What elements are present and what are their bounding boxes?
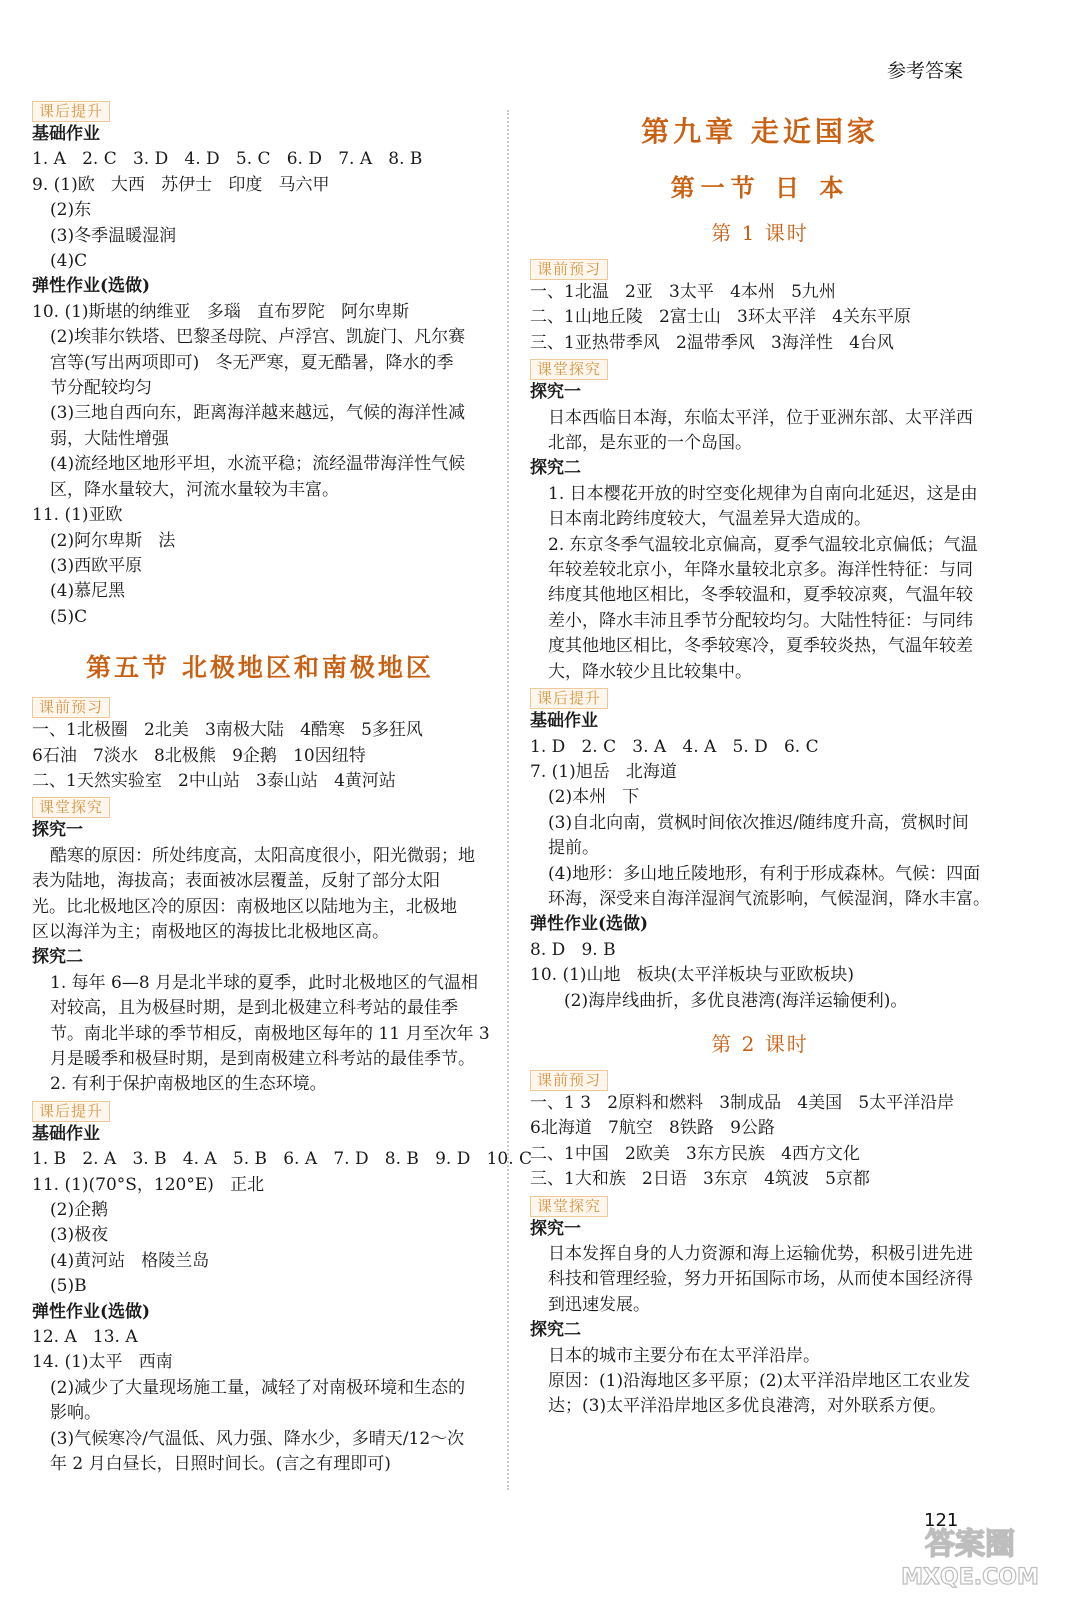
answer-line: 日本的城市主要分布在太平洋沿岸。	[548, 1345, 820, 1366]
chapter-title: 第九章 走近国家	[641, 115, 879, 148]
right-column	[530, 98, 990, 1420]
section-tag: 课后提升	[32, 101, 110, 122]
page-number: 121	[924, 1510, 959, 1531]
answer-line: (2)本州 下	[548, 787, 640, 808]
answer-line: 8. D 9. B	[530, 939, 616, 960]
answer-line: 二、1山地丘陵 2富士山 3环太平洋 4关东平原	[530, 307, 911, 328]
answer-line: 大，降水较少且比较集中。	[548, 661, 752, 682]
answer-line: 差小，降水丰沛且季节分配较均匀。大陆性特征：与同纬	[548, 610, 973, 631]
subheading: 基础作业	[32, 124, 100, 144]
answer-line: 节分配较均匀	[50, 378, 152, 399]
section-tag-row	[530, 356, 990, 380]
answer-line: 宫等(写出两项即可) 冬无严寒，夏无酷暑，降水的季	[50, 352, 454, 373]
answer-line: (4)慕尼黑	[50, 581, 126, 602]
answer-line: (2)东	[50, 200, 92, 221]
section-tag-row	[32, 794, 488, 818]
answer-line: 三、1大和族 2日语 3东京 4筑波 5京都	[530, 1169, 870, 1190]
answer-line: (5)B	[50, 1276, 87, 1297]
answer-line: 年较差较北京小，年降水量较北京多。海洋性特征：与同	[548, 560, 973, 581]
answer-line: (3)三地自西向东，距离海洋越来越远，气候的海洋性减	[50, 403, 466, 424]
section-tag-row	[32, 694, 488, 718]
answer-line: 一、1北温 2亚 3太平 4本州 5九州	[530, 282, 836, 302]
section-tag: 课后提升	[530, 688, 608, 709]
answer-line: 区，降水量较大，河流水量较为丰富。	[50, 479, 339, 500]
answer-line: 环海，深受来自海洋湿润气流影响，气候湿润，降水丰富。	[548, 888, 990, 909]
answer-line: (2)企鹅	[50, 1200, 109, 1221]
section-tag-row	[32, 1098, 488, 1122]
answer-line: (4)C	[50, 251, 88, 272]
subheading: 弹性作业(选做)	[530, 914, 649, 935]
answer-line: 2. 有利于保护南极地区的生态环境。	[50, 1074, 327, 1095]
answer-line: 6北海道 7航空 8铁路 9公路	[530, 1118, 775, 1139]
answer-line: (3)极夜	[50, 1225, 109, 1246]
answer-line: 1. A 2. C 3. D 4. D 5. C 6. D 7. A 8. B	[32, 149, 423, 170]
section-tag: 课堂探究	[530, 359, 608, 380]
answer-line: 11. (1)(70°S，120°E) 正北	[32, 1174, 265, 1195]
subheading: 探究二	[530, 458, 581, 479]
left-column	[32, 98, 533, 1478]
column-divider	[507, 110, 509, 1490]
answer-line: 达；(3)太平洋沿岸地区多优良港湾，对外联系方便。	[548, 1396, 947, 1417]
answer-line: 10. (1)山地 板块(太平洋板块与亚欧板块)	[530, 965, 854, 986]
subheading: 探究二	[530, 1320, 581, 1341]
answer-line: (3)自北向南，赏枫时间依次推迟/随纬度升高，赏枫时间	[548, 812, 969, 833]
answer-line: (2)海岸线曲折，多优良港湾(海洋运输便利)。	[564, 990, 908, 1011]
section-tag-row	[530, 685, 990, 709]
section-tag-row	[530, 1193, 990, 1217]
section-tag: 课前预习	[530, 259, 608, 280]
subheading: 基础作业	[32, 1123, 100, 1144]
answer-line: (3)西欧平原	[50, 555, 143, 576]
answer-line: 1. 每年 6—8 月是北半球的夏季，此时北极地区的气温相	[50, 972, 479, 993]
answer-line: 科技和管理经验，努力开拓国际市场，从而使本国经济得	[548, 1269, 973, 1290]
section-tag-row	[32, 98, 488, 122]
answer-line: 影响。	[50, 1403, 101, 1424]
answer-line: (4)流经地区地形平坦，水流平稳；流经温带海洋性气候	[50, 454, 466, 475]
section-tag: 课前预习	[530, 1070, 608, 1091]
section-tag: 课后提升	[32, 1101, 110, 1122]
section-tag-row	[530, 256, 990, 280]
answer-line: 10. (1)斯堪的纳维亚 多瑙 直布罗陀 阿尔卑斯	[32, 301, 410, 322]
subheading: 探究一	[530, 1218, 581, 1239]
answer-line: 对较高，且为极昼时期，是到北极建立科考站的最佳季	[50, 998, 458, 1019]
answer-line: 日本西临日本海，东临太平洋，位于亚洲东部、太平洋西	[548, 407, 973, 428]
answer-line: 纬度其他地区相比，冬季较温和，夏季较凉爽，气温年较	[548, 585, 973, 606]
svg-text:MXQE.COM: MXQE.COM	[901, 1565, 1039, 1590]
answer-line: (2)阿尔卑斯 法	[50, 530, 176, 551]
answer-line: 区以海洋为主；南极地区的海拔比北极地区高。	[32, 921, 389, 942]
section-tag: 课堂探究	[32, 797, 110, 818]
answer-line: 12. A 13. A	[32, 1327, 138, 1348]
answer-line: 6石油 7淡水 8北极熊 9企鹅 10因纽特	[32, 745, 366, 766]
answer-line: (3)冬季温暖湿润	[50, 225, 177, 246]
subheading: 弹性作业(选做)	[32, 1301, 151, 1322]
answer-line: 光。比北极地区冷的原因：南极地区以陆地为主，北极地	[32, 896, 457, 917]
answer-line: 二、1中国 2欧美 3东方民族 4西方文化	[530, 1143, 860, 1164]
lesson-title: 第 2 课时	[711, 1031, 809, 1056]
answer-line: 三、1亚热带季风 2温带季风 3海洋性 4台风	[530, 332, 894, 353]
answer-line: (4)黄河站 格陵兰岛	[50, 1250, 210, 1271]
answer-line: 月是暖季和极昼时期，是到南极建立科考站的最佳季节。	[50, 1049, 475, 1069]
answer-line: 弱，大陆性增强	[50, 428, 169, 449]
answer-line: 1. B 2. A 3. B 4. A 5. B 6. A 7. D 8. B 9. D 10. C	[32, 1149, 533, 1170]
answer-line: 北部，是东亚的一个岛国。	[548, 433, 752, 454]
answer-line: 一、1北极圈 2北美 3南极大陆 4酷寒 5多狂风	[32, 720, 423, 741]
page-header-title: 参考答案	[886, 60, 963, 82]
answer-line: 提前。	[548, 838, 599, 859]
svg-text:答案圈: 答案圈	[925, 1527, 1015, 1562]
subheading: 探究一	[530, 382, 581, 403]
answer-line: 7. (1)旭岳 北海道	[530, 761, 677, 782]
section-tag: 课堂探究	[530, 1196, 608, 1217]
answer-line: 2. 东京冬季气温较北京偏高，夏季气温较北京偏低；气温	[548, 534, 978, 555]
section-title: 第一节 日 本	[670, 173, 850, 202]
subheading: 弹性作业(选做)	[32, 276, 151, 297]
answer-line: (3)气候寒冷/气温低、风力强、降水少，多晴天/12～次	[50, 1428, 465, 1449]
answer-line: 9. (1)欧 大西 苏伊士 印度 马六甲	[32, 174, 330, 195]
subheading: 基础作业	[530, 711, 598, 732]
section-tag-row	[530, 1067, 990, 1091]
section-title: 第五节 北极地区和南极地区	[86, 653, 434, 683]
answer-line: 日本南北跨纬度较大，气温差异大造成的。	[548, 509, 871, 530]
answer-line: 1. D 2. C 3. A 4. A 5. D 6. C	[530, 736, 819, 757]
answer-line: 度其他地区相比，冬季较寒冷，夏季较炎热，气温年较差	[548, 636, 973, 657]
answer-line: 14. (1)太平 西南	[32, 1352, 173, 1373]
answer-line: 日本发挥自身的人力资源和海上运输优势，积极引进先进	[548, 1244, 973, 1264]
answer-line: 年 2 月白昼长，日照时间长。(言之有理即可)	[50, 1454, 391, 1475]
answer-line: (2)埃菲尔铁塔、巴黎圣母院、卢浮宫、凯旋门、凡尔赛	[50, 327, 466, 348]
section-tag: 课前预习	[32, 697, 110, 718]
answer-line: (4)地形：多山地丘陵地形，有利于形成森林。气候：四面	[548, 863, 981, 884]
answer-line: 1. 日本樱花开放的时空变化规律为自南向北延迟，这是由	[548, 483, 978, 504]
subheading: 探究二	[32, 947, 83, 968]
answer-line: 节。南北半球的季节相反，南极地区每年的 11 月至次年 3	[50, 1023, 490, 1044]
subheading: 探究一	[32, 820, 83, 841]
answer-line: 原因：(1)沿海地区多平原；(2)太平洋沿岸地区工农业发	[548, 1371, 971, 1392]
answer-line: 一、1 3 2原料和燃料 3制成品 4美国 5太平洋沿岸	[530, 1092, 955, 1113]
watermark-logo	[880, 1520, 1060, 1594]
answer-line: 表为陆地，海拔高；表面被冰层覆盖，反射了部分太阳	[32, 871, 440, 892]
lesson-title: 第 1 课时	[711, 221, 809, 245]
answer-line: (5)C	[50, 606, 88, 627]
answer-line: 二、1天然实验室 2中山站 3泰山站 4黄河站	[32, 770, 396, 791]
answer-line: 酷寒的原因：所处纬度高，太阳高度很小，阳光微弱；地	[50, 845, 475, 866]
answer-line: 11. (1)亚欧	[32, 505, 123, 526]
answer-line: 到迅速发展。	[548, 1294, 650, 1315]
answer-line: (2)减少了大量现场施工量，减轻了对南极环境和生态的	[50, 1377, 466, 1398]
